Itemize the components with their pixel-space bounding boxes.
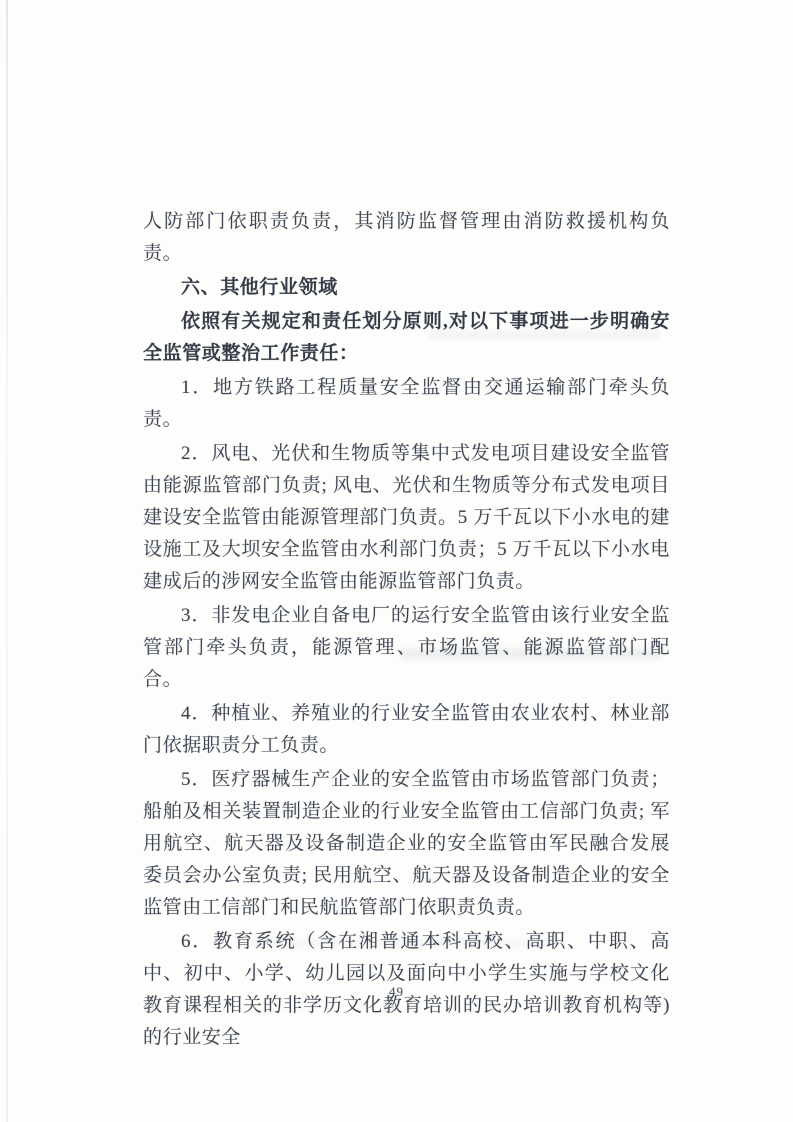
section-heading: 六、其他行业领域 <box>181 277 338 298</box>
page-number: 49 <box>389 984 404 999</box>
body-text-block <box>143 206 670 1056</box>
list-item-6: 6．教育系统（含在湘普通本科高校、高职、中职、高中、初中、小学、幼儿园以及面向中小学生实施与学校文化教育课程相关的非学历文化教育培训的民办培训教育机构等)的行业安全 <box>143 931 670 1048</box>
scan-edge-artifact <box>6 0 8 1122</box>
list-item-2: 2．风电、光伏和生物质等集中式发电项目建设安全监管由能源监管部门负责; 风电、光伏和生物质等分布式发电项目建设安全监管由能源管理部门负责。5 万千瓦以下小水电的建设施工及大坝安全监管由水利部门负责；5 万千瓦以下小水电建成后的涉网安全监管由能源监管部门负责。 <box>143 443 670 592</box>
list-item-3: 3．非发电企业自备电厂的运行安全监管由该行业安全监管部门牵头负责，能源管理、市场监管、能源监管部门配合。 <box>143 605 670 690</box>
list-item-5: 5．医疗器械生产企业的安全监管由市场监管部门负责；船舶及相关装置制造企业的行业安全监管由工信部门负责; 军用航空、航天器及设备制造企业的安全监管由军民融合发展委员会办公室负责; 民用航空、航天器及设备制造企业的安全监管由工信部门和民航监管部门依职责负责。 <box>143 769 670 918</box>
paragraph-continuation: 人防部门依职责负责，其消防监督管理由消防救援机构负责。 <box>143 211 670 264</box>
list-item-4: 4．种植业、养殖业的行业安全监管由农业农村、林业部门依据职责分工负责。 <box>143 703 670 756</box>
section-intro: 依照有关规定和责任划分原则,对以下事项进一步明确安全监管或整治工作责任： <box>143 311 670 364</box>
list-item-1: 1．地方铁路工程质量安全监督由交通运输部门牵头负责。 <box>143 377 670 430</box>
